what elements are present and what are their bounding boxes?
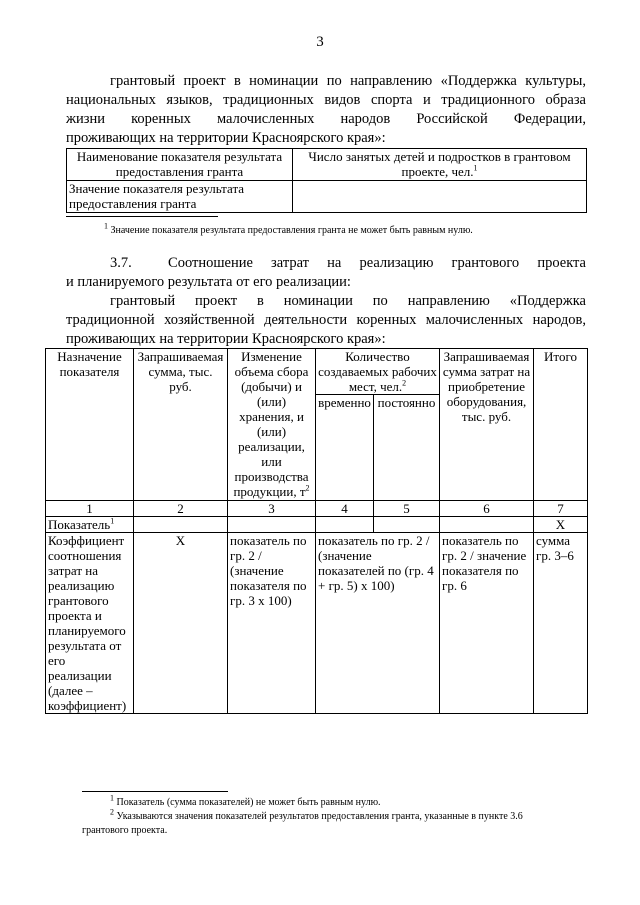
t2-coefficient-label: Коэффициент соотношения затрат на реализацию грантового проекта и планируемого результата от его реализации (далее – коэффициент) [46,533,134,714]
t2-colnum-3: 3 [228,501,316,517]
t2-header-total: Итого [534,349,588,501]
t2-header-jobs: Количество создаваемых рабочих мест, чел.$^2$ [316,349,440,395]
t2-row-coefficient [46,533,588,714]
cost-ratio-table [45,348,588,714]
t2-coefficient-formula-3: показатель по гр. 2 / (значение показателя по гр. 3 х 100) [228,533,316,714]
section-title-line-2: и планируемого результата от его реализации: [66,274,351,290]
table1-header-count: Число занятых детей и подростков в грантовом проекте, чел.$^1$ [293,149,587,181]
t2-colnum-1: 1 [46,501,134,517]
result-indicator-table [66,148,587,213]
t2-indicator-total-x: Х [534,517,588,533]
intro-line-3: жизни коренных малочисленных народов Российской Федерации, [66,111,586,127]
intro-line-4: проживающих на территории Красноярского края»: [66,130,386,146]
t2-colnum-5: 5 [374,501,440,517]
section-sub-line-1: грантовый проект в номинации по направлению «Поддержка [110,293,586,309]
section-sub-line-2: традиционной хозяйственной деятельности коренных малочисленных народов, [66,312,586,328]
bottom-footnote-2: $^2$ Указываются значения показателей результатов предоставления гранта, указанные в пункте 3.6 [110,807,523,822]
t2-header-equipment: Запрашиваемая сумма затрат на приобретение оборудования, тыс. руб. [440,349,534,501]
footnote-separator-2 [82,791,228,792]
t2-column-numbers [46,501,588,517]
table1-header-name: Наименование показателя результата предоставления гранта [67,149,293,181]
t2-header-jobs-permanent: постоянно [374,395,440,501]
t2-coefficient-amount-x: Х [134,533,228,714]
t2-header-volume-change: Изменение объема сбора (добычи) и (или) хранения, и (или) реализации, или производства продукции, $т^2$ [228,349,316,501]
section-sub-line-3: проживающих на территории Красноярского края»: [66,331,386,347]
t2-coefficient-formula-4-5: показатель по гр. 2 / (значение показателей по (гр. 4 + гр. 5) х 100) [316,533,440,714]
bottom-footnotes [82,793,586,838]
footnote-1: $^1$ Значение показателя результата предоставления гранта не может быть равным нулю. [104,221,473,236]
t2-indicator-label: Показатель$^1$ [46,517,134,533]
t2-header-amount: Запрашиваемая сумма, тыс. руб. [134,349,228,501]
table1-row-value [293,181,587,213]
section-title-line-1: 3.7. Соотношение затрат на реализацию грантового проекта [110,255,586,271]
bottom-footnote-1: $^1$ Показатель (сумма показателей) не может быть равным нулю. [110,793,381,808]
t2-colnum-7: 7 [534,501,588,517]
table1-row-label: Значение показателя результата предоставления гранта [67,181,293,213]
t2-colnum-6: 6 [440,501,534,517]
page-number: 3 [316,34,324,50]
bottom-footnote-2-cont: грантового проекта. [82,825,168,836]
intro-line-1: грантовый проект в номинации по направлению «Поддержка культуры, [110,73,586,89]
section-3-7 [66,254,586,349]
t2-row-indicator [46,517,588,533]
intro-paragraph [66,72,586,148]
t2-coefficient-formula-6: показатель по гр. 2 / значение показателя по гр. 6 [440,533,534,714]
footnote-separator-1 [66,216,218,217]
t2-header-jobs-temporary: временно [316,395,374,501]
t2-header-purpose: Назначение показателя [46,349,134,501]
intro-line-2: национальных языков, традиционных видов спорта и традиционного образа [66,92,586,108]
t2-coefficient-total: сумма гр. 3–6 [534,533,588,714]
t2-colnum-4: 4 [316,501,374,517]
t2-colnum-2: 2 [134,501,228,517]
